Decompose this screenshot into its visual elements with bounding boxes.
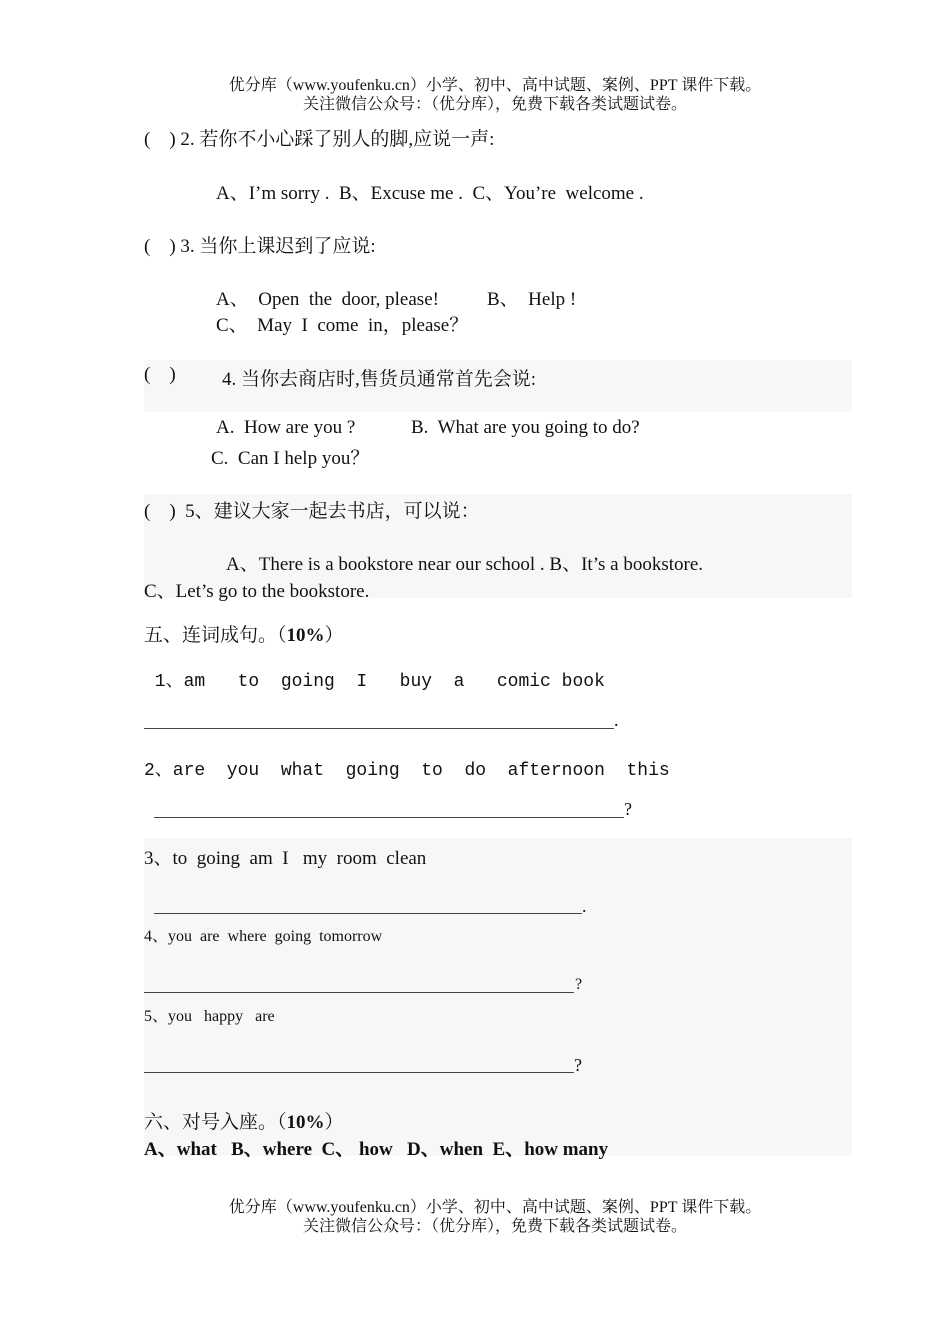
question-5-option-c: C、Let’s go to the bookstore. [144, 581, 370, 602]
question-5-option-ab: A、There is a bookstore near our school . B、It’s a bookstore. [226, 554, 704, 575]
sentence-2-words: 2、are you what going to do afternoon this [144, 761, 670, 781]
sentence-3-answer-line[interactable] [154, 913, 582, 914]
sentence-5-answer-line[interactable] [144, 1072, 574, 1073]
footer-line-2: 关注微信公众号：（优分库），免费下载各类试题试卷。 [302, 1218, 687, 1235]
sentence-1-end: . [614, 710, 619, 730]
section-5-title: 五、连词成句。（10%） [144, 625, 344, 646]
question-4-paren: ( ) [144, 364, 176, 385]
header-line-1: 优分库（www.youfenku.cn）小学、初中、高中试题、案例、PPT 课件下载。 [228, 77, 762, 94]
sentence-3-end: . [582, 896, 587, 916]
question-3-prompt: ( ) 3. 当你上课迟到了应说: [144, 236, 376, 257]
question-5-prompt: ( ) 5、建议大家一起去书店，可以说： [144, 501, 480, 522]
section-6-title: 六、对号入座。（10%） [144, 1112, 344, 1133]
question-3-option-c: C、 May I come in，please？ [216, 315, 469, 336]
question-3-option-a: A、 Open the door, please! [216, 289, 439, 310]
sentence-4-end: ? [575, 976, 583, 993]
question-2-prompt: ( ) 2. 若你不小心踩了别人的脚,应说一声: [144, 129, 495, 150]
footer-line-1: 优分库（www.youfenku.cn）小学、初中、高中试题、案例、PPT 课件下载。 [228, 1199, 762, 1216]
sentence-1-words: 1、am to going I buy a comic book [144, 672, 605, 692]
sentence-5-words: 5、you happy are [144, 1008, 275, 1025]
sentence-4-words: 4、you are where going tomorrow [144, 928, 383, 945]
section-6-choices: A、what B、where C、 how D、when E、how many [144, 1139, 609, 1160]
sentence-3-words: 3、to going am I my room clean [144, 848, 427, 869]
sentence-2-end: ? [624, 799, 632, 819]
question-4-prompt: 4. 当你去商店时,售货员通常首先会说: [222, 369, 537, 390]
question-4-option-b: B. What are you going to do? [411, 417, 640, 438]
sentence-5-end: ? [574, 1055, 582, 1075]
sentence-2-answer-line[interactable] [154, 817, 624, 818]
header-line-2: 关注微信公众号：（优分库），免费下载各类试题试卷。 [302, 96, 687, 113]
question-3-option-b: B、 Help ! [487, 289, 577, 310]
sentence-1-answer-line[interactable] [144, 728, 614, 729]
sentence-4-answer-line[interactable] [144, 992, 574, 993]
question-4-option-c: C. Can I help you？ [211, 448, 370, 469]
question-4-option-a: A. How are you ? [216, 417, 356, 438]
question-2-options: A、I’m sorry . B、Excuse me . C、You’re welcome . [216, 183, 644, 204]
